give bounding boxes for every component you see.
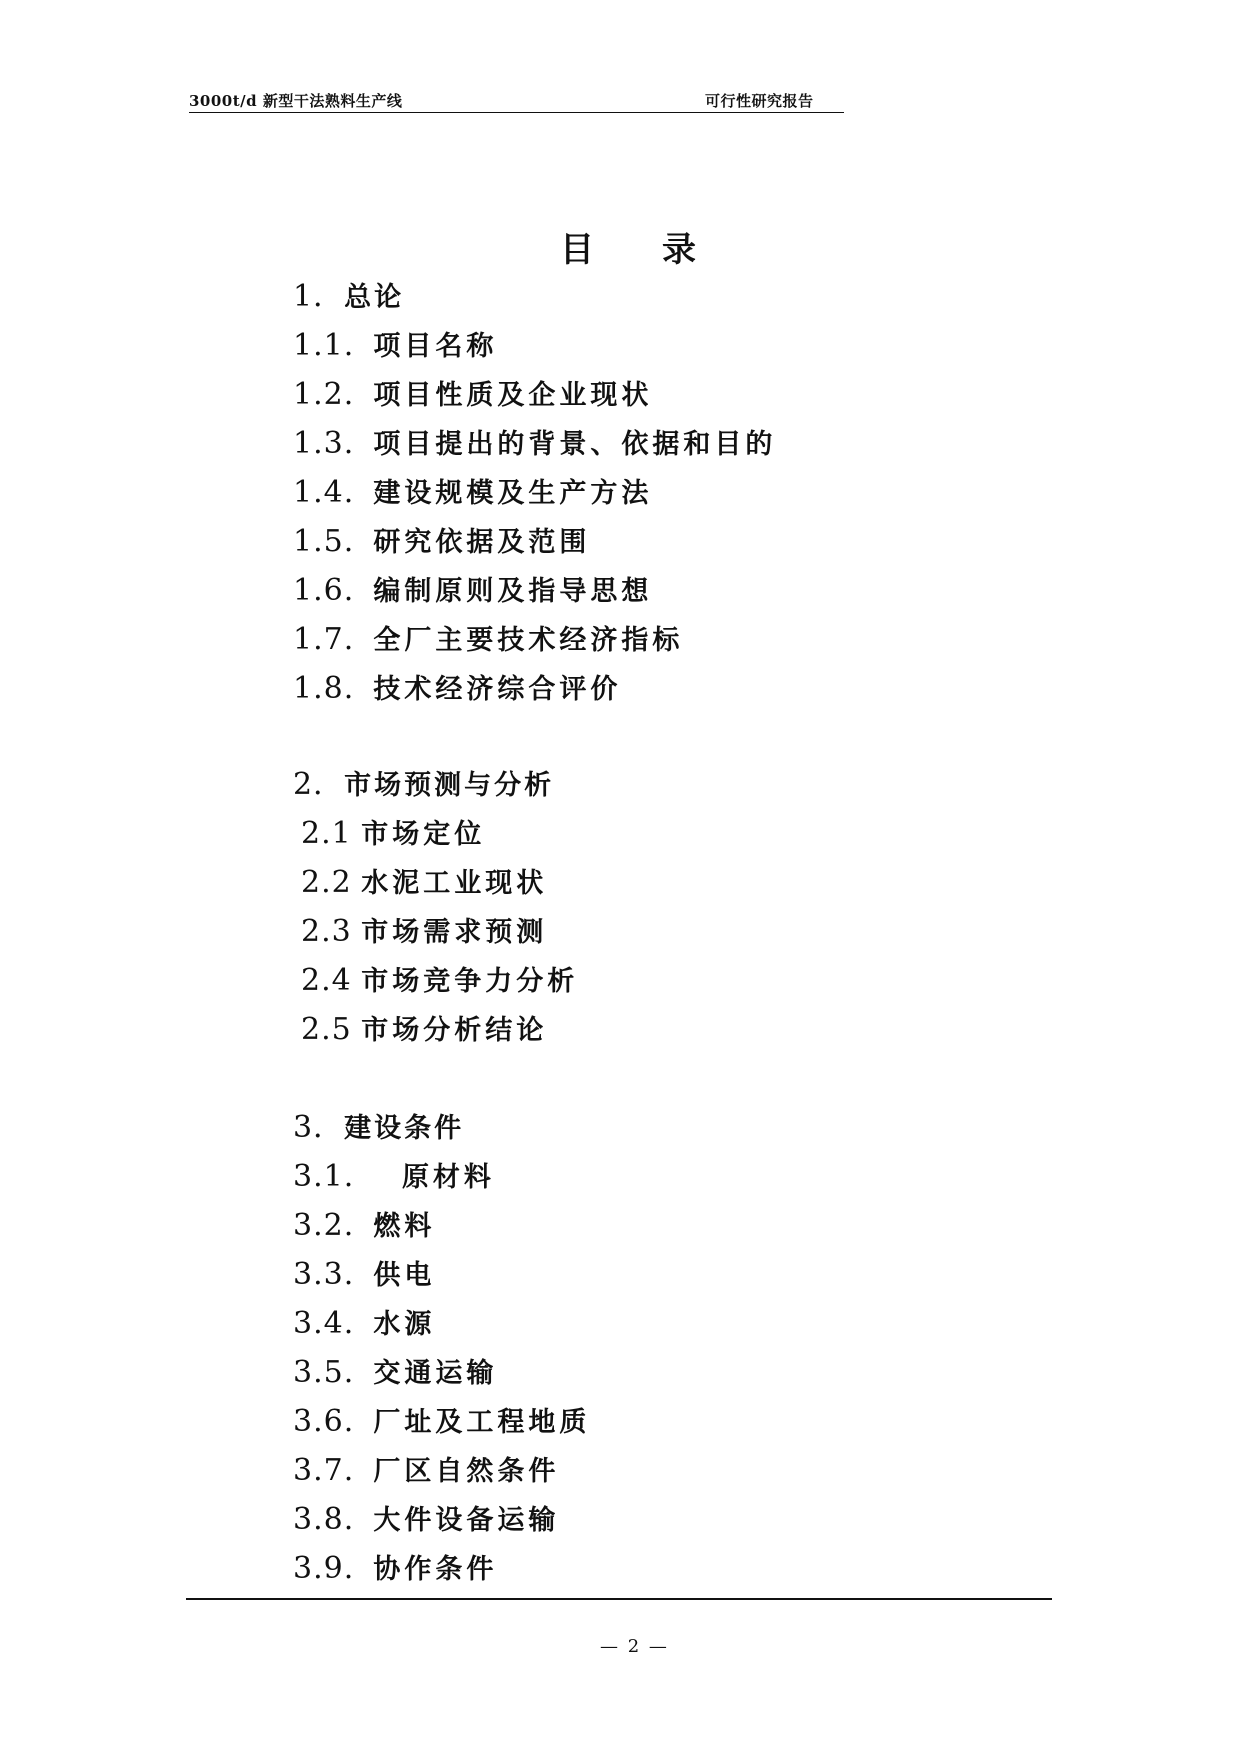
toc-number: 1.7. xyxy=(293,622,355,657)
toc-item-2-1[interactable] xyxy=(301,816,485,853)
toc-section-1[interactable] xyxy=(293,279,404,316)
toc-label: 厂区自然条件 xyxy=(373,1456,560,1487)
toc-number: 3.9. xyxy=(293,1551,355,1586)
toc-number: 1.1. xyxy=(293,328,355,363)
toc-item-1-6[interactable] xyxy=(293,573,652,610)
toc-number: 2． xyxy=(293,767,345,802)
toc-item-3-6[interactable] xyxy=(293,1404,590,1441)
toc-section-2[interactable] xyxy=(293,767,554,804)
toc-number: 1． xyxy=(293,279,345,314)
toc-label: 供电 xyxy=(373,1260,436,1291)
toc-label: 建设条件 xyxy=(344,1113,465,1144)
toc-number: 2.3 xyxy=(301,914,352,949)
toc-item-3-1[interactable] xyxy=(293,1159,495,1196)
toc-number: 1.8. xyxy=(293,671,355,706)
toc-number: 3.3. xyxy=(293,1257,355,1292)
toc-item-1-7[interactable] xyxy=(293,622,683,659)
toc-number: 1.3. xyxy=(293,426,355,461)
toc-number: 3.1. xyxy=(293,1159,355,1194)
toc-label: 技术经济综合评价 xyxy=(373,674,622,705)
toc-item-3-4[interactable] xyxy=(293,1306,435,1343)
toc-label: 厂址及工程地质 xyxy=(373,1407,591,1438)
toc-item-3-5[interactable] xyxy=(293,1355,497,1392)
toc-item-1-2[interactable] xyxy=(293,377,652,414)
toc-item-2-4[interactable] xyxy=(301,963,578,1000)
toc-label: 市场预测与分析 xyxy=(344,770,555,801)
toc-number: 1.6. xyxy=(293,573,355,608)
toc-label: 研究依据及范围 xyxy=(373,527,591,558)
toc-number: 2.5 xyxy=(301,1012,352,1047)
toc-item-3-2[interactable] xyxy=(293,1208,435,1245)
toc-label: 交通运输 xyxy=(373,1358,498,1389)
header-report-type: 可行性研究报告 xyxy=(705,92,814,110)
toc-item-2-3[interactable] xyxy=(301,914,547,951)
toc-number: 2.1 xyxy=(301,816,352,851)
toc-label: 水源 xyxy=(373,1309,436,1340)
header-project-title: 3000t/d 新型干法熟料生产线 xyxy=(189,92,403,110)
toc-item-1-3[interactable] xyxy=(293,426,776,463)
toc-item-1-4[interactable] xyxy=(293,475,652,512)
toc-number: 3.5. xyxy=(293,1355,355,1390)
toc-item-3-9[interactable] xyxy=(293,1551,497,1588)
toc-label: 项目提出的背景、依据和目的 xyxy=(373,429,777,460)
toc-item-3-7[interactable] xyxy=(293,1453,559,1490)
toc-label: 水泥工业现状 xyxy=(361,868,548,899)
footer-divider xyxy=(186,1598,1052,1600)
toc-item-2-5[interactable] xyxy=(301,1012,547,1049)
running-header xyxy=(189,88,844,113)
toc-number: 3.7. xyxy=(293,1453,355,1488)
toc-number: 3． xyxy=(293,1110,345,1145)
toc-label: 编制原则及指导思想 xyxy=(373,576,653,607)
toc-title: 目录 xyxy=(560,230,764,270)
toc-section-3[interactable] xyxy=(293,1110,464,1147)
toc-number: 3.8. xyxy=(293,1502,355,1537)
toc-label: 原材料 xyxy=(401,1162,495,1193)
toc-number: 3.6. xyxy=(293,1404,355,1439)
toc-item-3-3[interactable] xyxy=(293,1257,435,1294)
toc-item-3-8[interactable] xyxy=(293,1502,559,1539)
toc-label: 建设规模及生产方法 xyxy=(373,478,653,509)
toc-label: 市场需求预测 xyxy=(361,917,548,948)
toc-label: 协作条件 xyxy=(373,1554,498,1585)
toc-number: 3.4. xyxy=(293,1306,355,1341)
toc-number: 1.2. xyxy=(293,377,355,412)
toc-label: 市场分析结论 xyxy=(361,1015,548,1046)
page-number: — 2 — xyxy=(600,1636,669,1657)
toc-label: 大件设备运输 xyxy=(373,1505,560,1536)
toc-label: 市场定位 xyxy=(361,819,486,850)
toc-label: 燃料 xyxy=(373,1211,436,1242)
toc-label: 总论 xyxy=(344,282,405,313)
toc-label: 全厂主要技术经济指标 xyxy=(373,625,684,656)
toc-label: 市场竞争力分析 xyxy=(361,966,579,997)
toc-label: 项目名称 xyxy=(373,331,498,362)
toc-item-2-2[interactable] xyxy=(301,865,547,902)
toc-item-1-8[interactable] xyxy=(293,671,621,708)
toc-number: 1.5. xyxy=(293,524,355,559)
toc-label: 项目性质及企业现状 xyxy=(373,380,653,411)
toc-number: 2.2 xyxy=(301,865,352,900)
toc-number: 1.4. xyxy=(293,475,355,510)
toc-item-1-5[interactable] xyxy=(293,524,590,561)
toc-number: 3.2. xyxy=(293,1208,355,1243)
toc-item-1-1[interactable] xyxy=(293,328,497,365)
toc-number: 2.4 xyxy=(301,963,352,998)
